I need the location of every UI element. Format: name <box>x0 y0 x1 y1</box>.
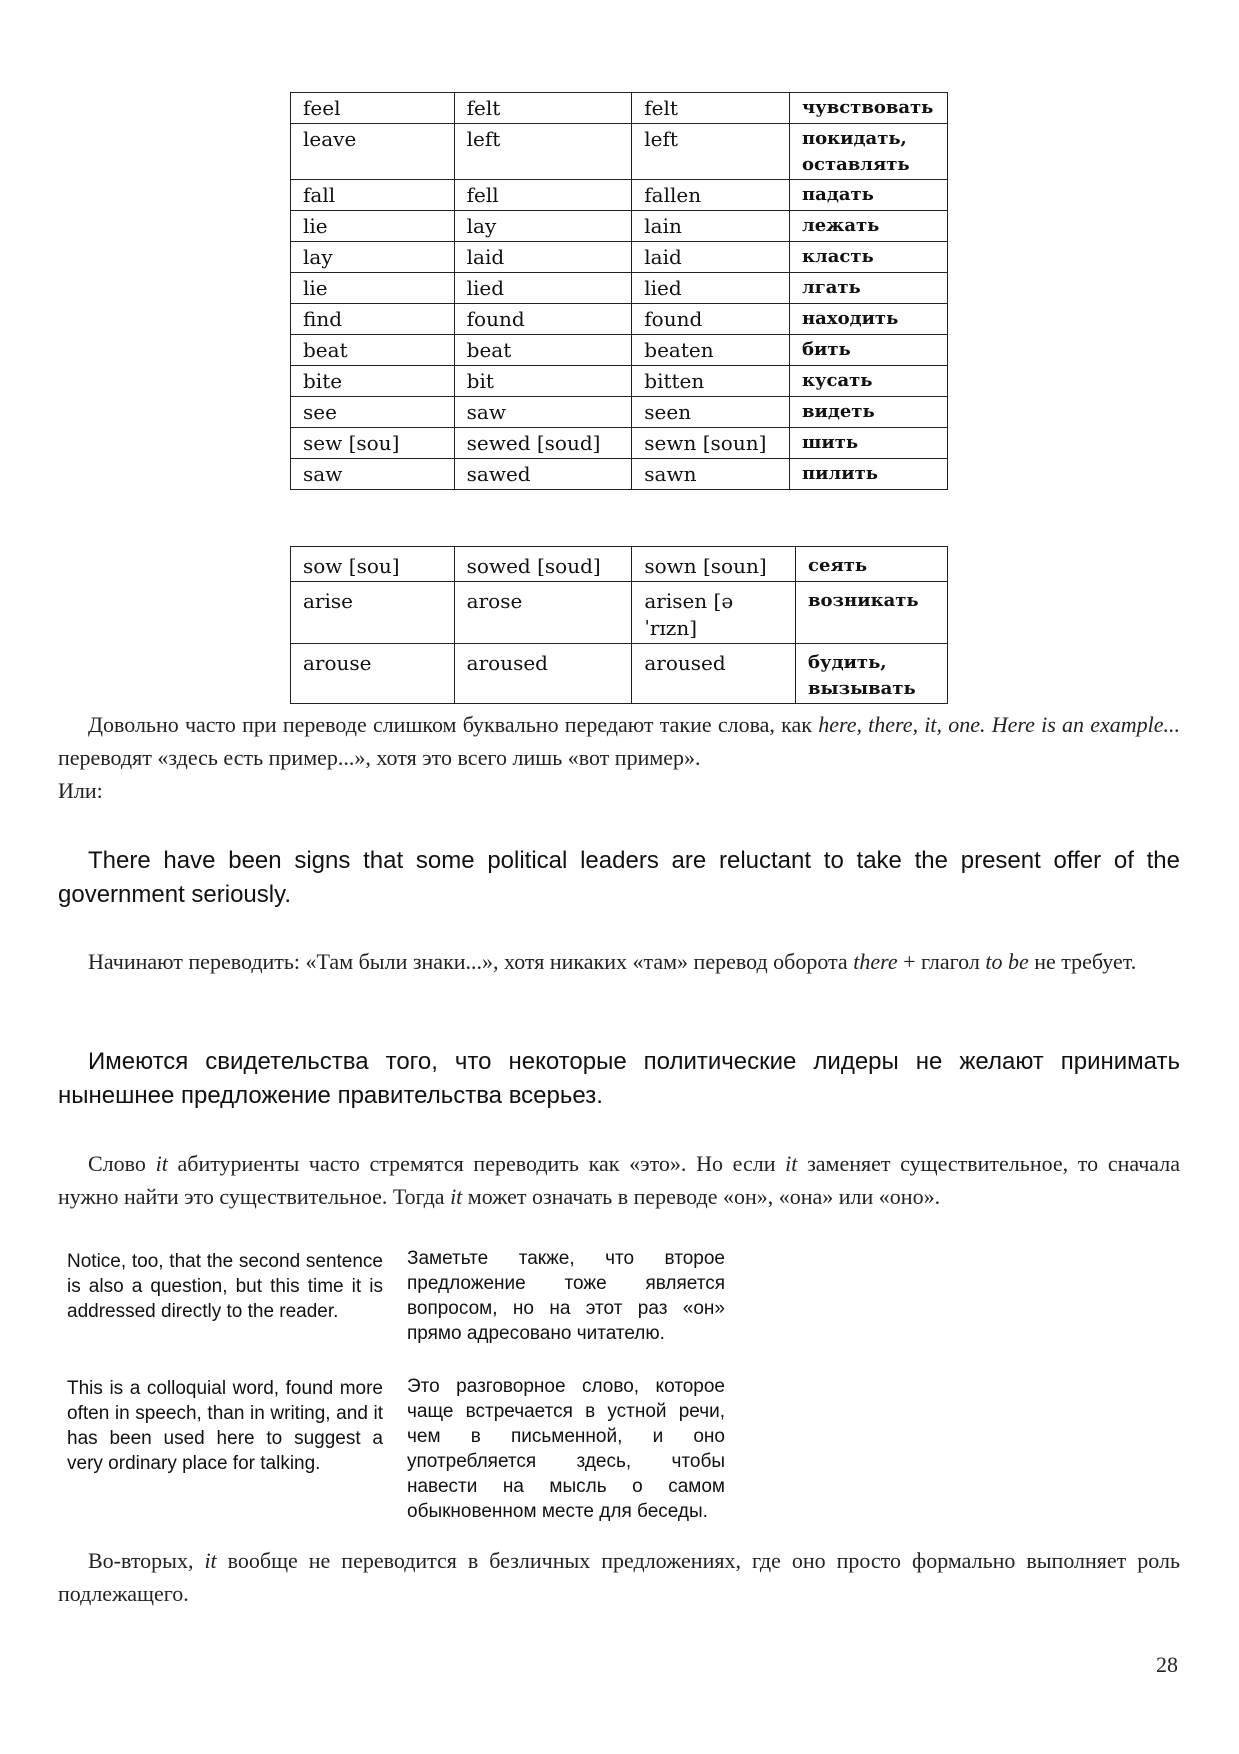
table-row <box>291 397 948 428</box>
para1-text-2: переводят «здесь есть пример...», хотя это всего лишь «вот пример». <box>58 745 701 770</box>
page-number: 28 <box>1156 1652 1178 1677</box>
verb-form-cell: lay <box>454 211 632 242</box>
verb-form-cell: see <box>291 397 455 428</box>
table-row <box>291 459 948 490</box>
verb-form-cell: bite <box>291 366 455 397</box>
verb-table-2 <box>290 546 948 704</box>
translation-cell: падать <box>790 180 948 211</box>
para2-text-3: не требует. <box>1028 949 1137 974</box>
translation-cell: покидать, оставлять <box>790 124 948 180</box>
translation-cell: шить <box>790 428 948 459</box>
verb-form-cell: left <box>632 124 790 180</box>
paragraph-literal-translation <box>58 708 1180 807</box>
para2-italic-1: there <box>853 949 898 974</box>
verb-form-cell: fall <box>291 180 455 211</box>
table-row <box>291 582 948 644</box>
example-russian <box>58 1045 1180 1113</box>
verb-form-cell: found <box>454 304 632 335</box>
verb-form-cell: left <box>454 124 632 180</box>
para2-italic-2: to be <box>985 949 1029 974</box>
verb-form-cell: sewed [soud] <box>454 428 632 459</box>
paragraph-there-to-be <box>58 945 1180 978</box>
translation-cell: кусать <box>790 366 948 397</box>
verb-form-cell: beaten <box>632 335 790 366</box>
example-english-text: There have been signs that some political leaders are reluctant to take the present offer of the government seriously. <box>58 847 1180 908</box>
verb-form-cell: saw <box>454 397 632 428</box>
verb-form-cell: arouse <box>291 644 455 704</box>
verb-table-2-body <box>291 547 948 704</box>
table-row <box>291 124 948 180</box>
para2-text-1: Начинают переводить: «Там были знаки...», хотя никаких «там» перевод оборота <box>88 949 854 974</box>
verb-form-cell: fell <box>454 180 632 211</box>
verb-form-cell: leave <box>291 124 455 180</box>
example-russian-text: Имеются свидетельства того, что некоторые политические лидеры не желают принимать нынешнее предложение правительства всерьез. <box>58 1048 1180 1109</box>
verb-form-cell: sawn <box>632 459 790 490</box>
para1-line-2: Или: <box>58 778 103 803</box>
translation-cell: бить <box>790 335 948 366</box>
para2-text-2: + глагол <box>897 949 986 974</box>
para3-italic-1: it <box>155 1151 168 1176</box>
para4-text-1: Во-вторых, <box>88 1548 205 1573</box>
verb-form-cell: sow [sou] <box>291 547 455 582</box>
para1-italic-1: here, there, it, one. Here is an example... <box>818 712 1180 737</box>
table-row <box>291 211 948 242</box>
table-row <box>291 304 948 335</box>
verb-form-cell: lie <box>291 273 455 304</box>
para4-text-2: вообще не переводится в безличных предложениях, где оно просто формально выполняет роль подлежащего. <box>58 1548 1180 1606</box>
verb-form-cell: lay <box>291 242 455 273</box>
note-russian-2: Это разговорное слово, которое чаще встречается в устной речи, чем в письменной, и оно употребляется здесь, чтобы навести на мысль о самом обыкновенном месте для беседы. <box>407 1376 725 1522</box>
verb-form-cell: sew [sou] <box>291 428 455 459</box>
verb-form-cell: beat <box>291 335 455 366</box>
translation-cell: класть <box>790 242 948 273</box>
verb-form-cell: sowed [soud] <box>454 547 632 582</box>
table-row <box>291 547 948 582</box>
verb-form-cell: aroused <box>632 644 796 704</box>
table-row <box>291 180 948 211</box>
verb-form-cell: aroused <box>454 644 632 704</box>
translation-cell: чувствовать <box>790 93 948 124</box>
translation-cell: видеть <box>790 397 948 428</box>
table-row <box>291 644 948 704</box>
para3-text-3: заменяет существительное, то сначала нужно найти это существительное. Тогда <box>58 1151 1181 1209</box>
verb-form-cell: bitten <box>632 366 790 397</box>
para3-italic-3: it <box>450 1184 463 1209</box>
verb-form-cell: arose <box>454 582 632 644</box>
translation-cell: лежать <box>790 211 948 242</box>
table-row <box>291 428 948 459</box>
para1-text-1: Довольно часто при переводе слишком буквально передают такие слова, как <box>88 712 819 737</box>
verb-form-cell: lied <box>454 273 632 304</box>
note-english-1: Notice, too, that the second sentence is also a question, but this time it is addressed directly to the reader. <box>67 1251 383 1322</box>
verb-form-cell: sown [soun] <box>632 547 796 582</box>
translation-cell: лгать <box>790 273 948 304</box>
table-row <box>291 273 948 304</box>
table-row <box>291 335 948 366</box>
verb-form-cell: sawed <box>454 459 632 490</box>
note-russian-1: Заметьте также, что второе предложение тоже является вопросом, но на этот раз «он» прямо адресовано читателю. <box>407 1248 725 1344</box>
verb-form-cell: beat <box>454 335 632 366</box>
translation-cell: сеять <box>796 547 948 582</box>
verb-form-cell: laid <box>454 242 632 273</box>
translation-cell: находить <box>790 304 948 335</box>
para3-italic-2: it <box>785 1151 798 1176</box>
para4-italic-1: it <box>204 1548 217 1573</box>
verb-form-cell: seen <box>632 397 790 428</box>
verb-form-cell: sewn [soun] <box>632 428 790 459</box>
verb-form-cell: felt <box>454 93 632 124</box>
verb-form-cell: arisen [əˈrɪzn] <box>632 582 796 644</box>
translation-cell: возникать <box>796 582 948 644</box>
table-row <box>291 366 948 397</box>
table-row <box>291 93 948 124</box>
verb-form-cell: find <box>291 304 455 335</box>
para3-text-2: абитуриенты часто стремятся переводить как «это». Но если <box>167 1151 786 1176</box>
translation-cell: пилить <box>790 459 948 490</box>
paragraph-word-it <box>58 1147 1180 1213</box>
note-english-2: This is a colloquial word, found more often in speech, than in writing, and it has been used here to suggest a very ordinary place for talking. <box>67 1378 383 1474</box>
verb-form-cell: arise <box>291 582 455 644</box>
translation-cell: будить, вызывать <box>796 644 948 704</box>
para3-text-4: может означать в переводе «он», «она» или «оно». <box>462 1184 941 1209</box>
example-english <box>58 844 1180 912</box>
verb-form-cell: saw <box>291 459 455 490</box>
verb-form-cell: fallen <box>632 180 790 211</box>
verb-table-1-body <box>291 93 948 490</box>
verb-form-cell: lied <box>632 273 790 304</box>
verb-form-cell: found <box>632 304 790 335</box>
verb-form-cell: felt <box>632 93 790 124</box>
table-row <box>291 242 948 273</box>
verb-form-cell: lie <box>291 211 455 242</box>
verb-form-cell: feel <box>291 93 455 124</box>
verb-form-cell: bit <box>454 366 632 397</box>
paragraph-impersonal-it <box>58 1544 1180 1610</box>
verb-form-cell: laid <box>632 242 790 273</box>
verb-table-1 <box>290 92 948 490</box>
para3-text-1: Слово <box>88 1151 156 1176</box>
verb-form-cell: lain <box>632 211 790 242</box>
